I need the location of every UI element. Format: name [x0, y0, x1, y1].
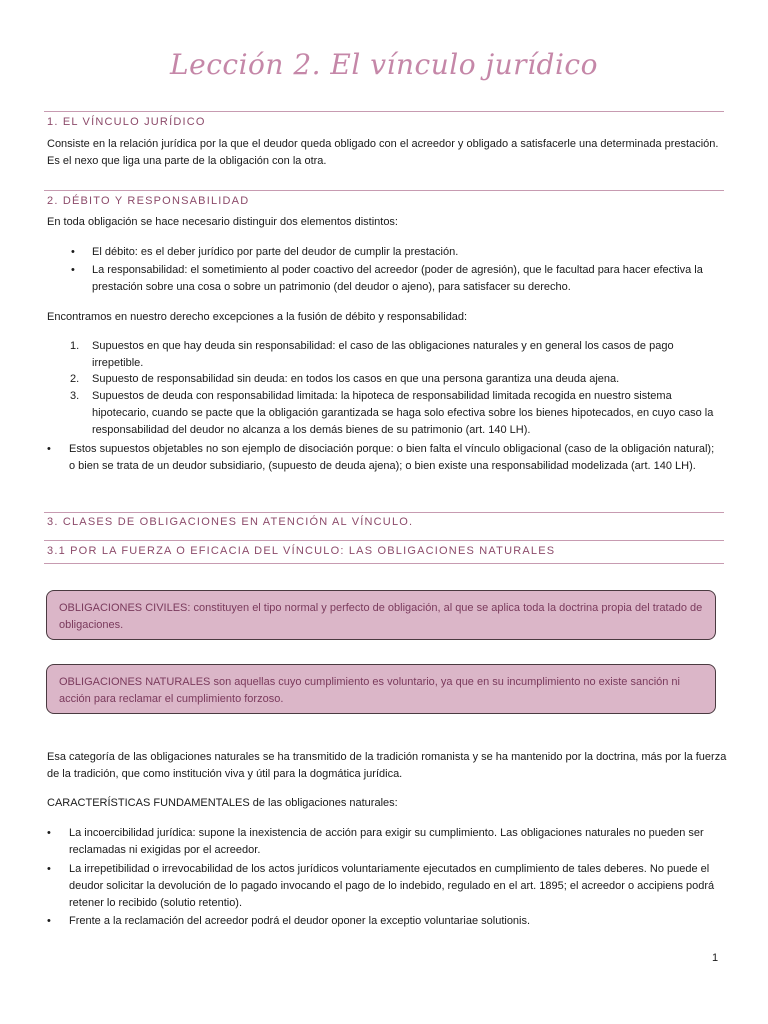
section-divider [44, 563, 724, 564]
list-item: Supuesto de responsabilidad sin deuda: en todos los casos en que una persona garantiza una deuda ajena. [92, 373, 620, 385]
section-divider [44, 512, 724, 513]
natural-obligations-box: OBLIGACIONES NATURALES son aquellas cuyo cumplimiento es voluntario, ya que en su incumplimiento no existe sanción ni acción para reclamar el cumplimiento forzoso. [46, 664, 716, 714]
list-item: La responsabilidad: el sometimiento al poder coactivo del acreedor (poder de agresión), que le facultad para hacer efectiva la prestación sobre una cosa o sobre un patrimonio (del deudor o ajeno), para satisfacer su derecho. [92, 264, 703, 293]
bullet-marker: • [71, 246, 75, 258]
bullet-marker: • [47, 915, 51, 927]
section-2-heading: 2. DÉBITO Y RESPONSABILIDAD [47, 195, 250, 207]
list-item: Supuestos de deuda con responsabilidad limitada: la hipoteca de responsabilidad limitada recogida en nuestro sistema hipotecario, cuando se pacte que la obligación garantizada se haga solo efectiva sobre los bienes hipotecados, en cuyo caso la responsabilidad del deudor no alcanza a los demás bienes de su patrimonio (art. 140 LH). [92, 390, 714, 436]
list-item: Frente a la reclamación del acreedor podrá el deudor oponer la exceptio voluntariae solutionis. [69, 915, 531, 927]
bullet-marker: • [71, 264, 75, 276]
section-3-paragraph: Esa categoría de las obligaciones naturales se ha transmitido de la tradición romanista y se ha mantenido por la doctrina, más por la fuerza de la tradición, que como institución viva y útil para la dogmática jurídica. [47, 751, 727, 780]
section-1-paragraph: Consiste en la relación jurídica por la que el deudor queda obligado con el acreedor y obligado a satisfacerle una determinada prestación. Es el nexo que liga una parte de la obligación con la otra. [47, 138, 719, 167]
number-marker: 1. [70, 340, 80, 352]
section-divider [44, 190, 724, 191]
characteristics-intro: CARACTERÍSTICAS FUNDAMENTALES de las obligaciones naturales: [47, 797, 398, 809]
list-item: La irrepetibilidad o irrevocabilidad de los actos jurídicos voluntariamente ejecutados en cumplimiento de tales deberes. No puede el deudor solicitar la devolución de lo pagado invocando el pago de lo indebido, regulado en el art. 1895; el acreedor o accipiens podrá retener lo recibido (solutio retentio). [69, 863, 715, 909]
bullet-marker: • [47, 827, 51, 839]
list-item: Estos supuestos objetables no son ejemplo de disociación porque: o bien falta el vínculo obligacional (caso de la obligación natural); o bien se trata de un deudor subsidiario, (supuesto de deuda ajena); o bien existe una responsabilidad modelizada (art. 140 LH). [69, 443, 715, 472]
page-number: 1 [712, 952, 719, 964]
section-3-1-heading: 3.1 POR LA FUERZA O EFICACIA DEL VÍNCULO: LAS OBLIGACIONES NATURALES [47, 545, 556, 557]
section-divider [44, 540, 724, 541]
number-marker: 2. [70, 373, 80, 385]
section-divider [44, 111, 724, 112]
list-item: La incoercibilidad jurídica: supone la inexistencia de acción para exigir su cumplimiento. Las obligaciones naturales no pueden ser reclamadas ni exigidas por el acreedor. [69, 827, 704, 856]
civil-obligations-box: OBLIGACIONES CIVILES: constituyen el tipo normal y perfecto de obligación, al que se aplica toda la doctrina propia del tratado de obligaciones. [46, 590, 716, 640]
section-2-intro: En toda obligación se hace necesario distinguir dos elementos distintos: [47, 216, 398, 228]
section-2-intro-2: Encontramos en nuestro derecho excepciones a la fusión de débito y responsabilidad: [47, 311, 468, 323]
bullet-marker: • [47, 443, 51, 455]
page-title: Lección 2. El vínculo jurídico [170, 48, 598, 81]
list-item: Supuestos en que hay deuda sin responsabilidad: el caso de las obligaciones naturales y en general los casos de pago irrepetible. [92, 340, 674, 369]
list-item: El débito: es el deber jurídico por parte del deudor de cumplir la prestación. [92, 246, 459, 258]
section-3-heading: 3. CLASES DE OBLIGACIONES EN ATENCIÓN AL VÍNCULO. [47, 516, 414, 528]
section-1-heading: 1. EL VÍNCULO JURÍDICO [47, 116, 206, 128]
bullet-marker: • [47, 863, 51, 875]
number-marker: 3. [70, 390, 80, 402]
